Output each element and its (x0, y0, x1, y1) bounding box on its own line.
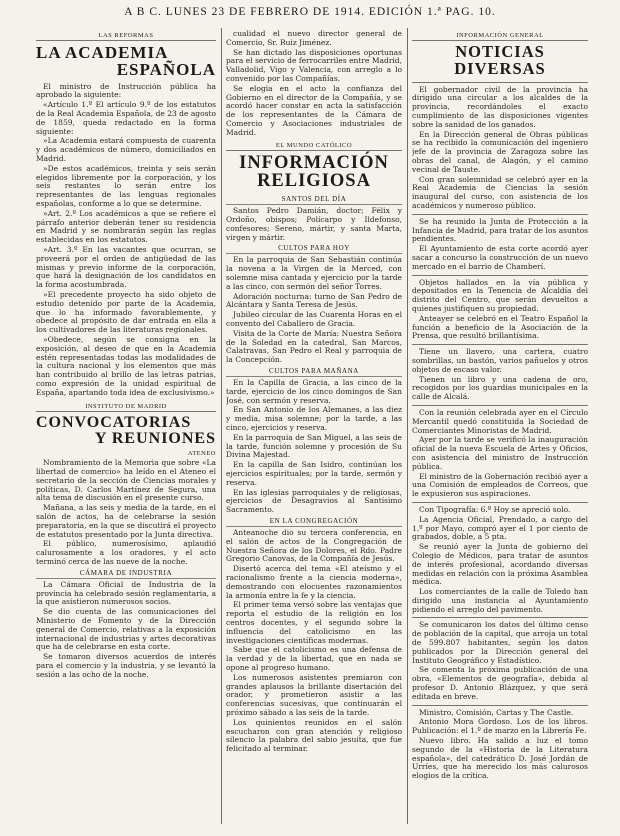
paragraph: Se comenta la próxima publicación de una obra, «Elementos de geografía», debida al profesor D. Antonio Blázquez, y que será editada en breve. (412, 665, 588, 701)
column-3 (412, 30, 588, 826)
divider (412, 502, 588, 503)
paragraph: Los quinientos reunidos en el salón escucharon con gran atención y religioso silencio la palabra del sabio jesuita, que fue felicitado al terminar. (226, 717, 402, 754)
subsection-label: CÁMARA DE INDUSTRIA (36, 569, 216, 579)
paragraph: Nuevo libro. Ha salido a luz el tomo segundo de la «Historia de la Literatura española», del catedrático D. José Jordán de Urríes, que ha merecido los más calurosos elogios de la crítica. (412, 736, 588, 781)
divider (412, 214, 588, 215)
paragraph: En la Dirección general de Obras públicas se ha recibido la comunicación del ingeniero jefe de la provincia de Zaragoza sobre las obras del canal, de Alagón, y el camino vecinal de Tauste. (412, 129, 588, 174)
paragraph: Se reunió ayer la Junta de gobierno del Colegio de Médicos, para tratar de asuntos de interés profesional, acordando diversas medidas en relación con la próxima Asamblea médica. (412, 542, 588, 587)
paragraph: Visita de la Corte de María: Nuestra Señora de la Soledad en la catedral, San Marcos, Calatravas, San Pedro el Real y parroquia de la Concepción. (226, 328, 402, 365)
section-kicker: LAS REFORMAS (36, 32, 216, 41)
subsection-label: CULTOS PARA HOY (226, 244, 402, 254)
paragraph: Se elogia en el acto la confianza del Gobierno en el director de la Compañía, y se acordó hacer constar en acta la satisfacción de los representantes de la Cámara de Comercio y Asociaciones industriales de Madrid. (226, 83, 402, 137)
subsection-label: CULTOS PARA MAÑANA (226, 367, 402, 377)
paragraph: Mañana, a las seis y media de la tarde, en el salón de actos, ha de celebrarse la sesión preparatoria, en la que se discutirá el proyecto de estatutos presentado por la Junta directiva. (36, 503, 216, 539)
section-kicker: INFORMACIÓN GENERAL (412, 32, 588, 41)
divider (412, 275, 588, 276)
subsection-label: ATENEO (187, 450, 216, 458)
paragraph: Los comerciantes de la calle de Toledo han dirigido una instancia al Ayuntamiento pidiendo el arreglo del pavimento. (412, 587, 588, 614)
divider (412, 405, 588, 406)
paragraph: »Art. 3.º En las vacantes que ocurran, se proveerá por el orden de antigüedad de las mismas y previo informe de la corporación, que hará la designación de los candidatos en la forma acostumbrada. (36, 245, 216, 290)
paragraph: Se tomaron diversos acuerdos de interés para el comercio y la industria, y se levantó la sesión a las ocho de la noche. (36, 652, 216, 679)
headline-line: ESPAÑOLA (116, 60, 216, 80)
paragraph: Antonio Mora Gordoso. Los de los libros. Publicación: el 1.º de marzo en la Librería Fe. (412, 717, 588, 736)
paragraph: El público, numerosísimo, aplaudió calurosamente a los oradores, y el acto terminó cerca de las nueve de la noche. (36, 539, 216, 566)
paragraph: »Art. 2.º Los académicos a que se refiere el párrafo anterior deberán tener su residencia en Madrid y se nombrarán según las reglas establecidas en los estatutos. (36, 208, 216, 245)
paragraph: Sabe que el catolicismo es una defensa de la verdad y de la libertad, que en nada se opone al progreso humano. (226, 645, 402, 672)
subsection-label: SANTOS DEL DÍA (226, 195, 402, 205)
paragraph: Ayer por la tarde se verificó la inauguración oficial de la nueva Escuela de Artes y Oficios, con asistencia del ministro de Instrucción pública. (412, 435, 588, 471)
paragraph: El Ayuntamiento de esta corte acordó ayer sacar a concurso la construcción de un nuevo mercado en el barrio de Chamberí. (412, 244, 588, 271)
paragraph: En la parroquia de San Sebastián continúa la novena a la Virgen de la Merced, con solemne misa cantada y ejercicio por la tarde a las cinco, con sermón del señor Torres. (226, 255, 402, 291)
paragraph: Santos Pedro Damián, doctor; Félix y Ordoño, obispos; Polícarpo y Ildefonso, confesores; Sereno, mártir, y santa Marta, virgen y mártir. (226, 206, 402, 242)
divider (412, 617, 588, 618)
paragraph: La Agencia Oficial, Prendado, a cargo del 1.º por Mayo, compró ayer el 1 por ciento de grabados, doble, a 5 pta. (412, 514, 588, 542)
paragraph: El gobernador civil de la provincia ha dirigido una circular a los alcaldes de la provincia, recordándoles el exacto cumplimiento de las disposiciones vigentes sobre la sanidad de los ganados. (412, 84, 588, 129)
paragraph: Tiene un llavero, una cartera, cuatro sombrillas, un bastón, varios pañuelos y otros objetos de escaso valor. (412, 347, 588, 374)
paragraph: En la parroquia de San Miguel, a las seis de la tarde, función solemne y procesión de Su Divina Majestad. (226, 432, 402, 460)
masthead: A B C. LUNES 23 DE FEBRERO DE 1914. EDICIÓN 1.ª PAG. 10. (124, 6, 496, 18)
paragraph: En San Antonio de los Alemanes, a las diez y media, misa solemne; por la tarde, a las cinco, ejercicios y reserva. (226, 405, 402, 433)
paragraph: Objetos hallados en la vía pública y depositados en la Tenencia de Alcaldía del distrito del Centro, que serán devueltos a quienes justifiquen su propiedad. (412, 277, 588, 313)
paragraph: Anteanoche dio su tercera conferencia, en el salón de actos de la Congregación de Nuestra Señora de los Dolores, el Rdo. Padre Gregorio Canovas, de la Compañía de Jesús. (226, 527, 402, 564)
headline-line: RELIGIOSA (257, 171, 371, 192)
headline-convocatorias (36, 415, 216, 448)
column-rule (407, 28, 408, 824)
paragraph: Disertó acerca del tema «El ateísmo y el racionalismo frente a la ciencia moderna», demostrando con elocuentes razonamientos la armonía entre la fe y la ciencia. (226, 564, 402, 600)
paragraph: »Obedece, según se consigna en la exposición, al deseo de que en la Academia estén representadas todas las modalidades de la cultura nacional y los elementos que más han contribuido al brillo de las letras patrias, como expresión de la unidad espiritual de España, apartando toda idea de exclusivismo.» (36, 334, 216, 397)
paragraph: El ministro de Instrucción pública ha aprobado la siguiente: (36, 81, 216, 100)
paragraph: Anteayer se celebró en el Teatro Español la función a beneficio de la Asociación de la Prensa, que resultó brillantísima. (412, 313, 588, 341)
section-kicker: INSTITUTO DE MADRID (36, 403, 216, 412)
article-body (36, 83, 216, 398)
paragraph: El ministro de la Gobernación recibió ayer a una Comisión de empleados de Correos, que le expusieron sus aspiraciones. (412, 471, 588, 499)
divider (412, 82, 588, 83)
column-1 (36, 30, 216, 826)
paragraph: Se ha reunido la Junta de Protección a la Infancia de Madrid, para tratar de los asuntos pendientes. (412, 216, 588, 244)
paragraph: »El precedente proyecto ha sido objeto de estudio detenido por parte de la Academia, que lo ha informado favorablemente, y obedece al propósito de dar entrada en ella a los cultivadores de las literaturas regionales. (36, 289, 216, 335)
paragraph: »De estos académicos, treinta y seis serán elegidos libremente por la corporación, y los seis restantes lo serán entre los representantes de las lenguas regionales españolas, conforme a lo que se determine. (36, 163, 216, 209)
paragraph: Con gran solemnidad se celebró ayer en la Real Academia de Ciencias la sesión inaugural del curso, con asistencia de los académicos y numeroso público. (412, 174, 588, 211)
divider (412, 344, 588, 345)
paragraph: Se comunicaron los datos del último censo de población de la capital, que arroja un total de 599.807 habitantes, según los datos publicados por la Dirección general del Instituto Geográfico y Estadístico. (412, 620, 588, 665)
paragraph: En las iglesias parroquiales y de religiosas, ejercicios de Desagravios al Santísimo Sacramento. (226, 487, 402, 515)
paragraph: Nombramiento de la Memoria que sobre «La libertad de comercio» ha leído en el Ateneo el secretario de la sección de Ciencias morales y políticas, D. Carlos Martínez de Segura, una alta tema de discusión en el presente curso. (36, 458, 216, 503)
paragraph: »La Academia estará compuesta de cuarenta y dos académicos de número, domiciliados en Madrid. (36, 136, 216, 164)
headline-line: Y REUNIONES (94, 429, 216, 447)
headline-line: INFORMACIÓN (239, 152, 389, 173)
paragraph: En la capilla de San Isidro, continúan los ejercicios espirituales; por la tarde, sermón y reserva. (226, 460, 402, 487)
paragraph: cualidad el nuevo director general de Comercio, Sr. Ruiz Jiménez. (226, 30, 402, 47)
paragraph: Se dio cuenta de las comunicaciones del Ministerio de Fomento y de la Dirección general de Comercio, relativas a la exposición internacional de industrias y artes decorativas que ha de celebrarse en esta corte. (36, 607, 216, 652)
section-kicker: EL MUNDO CATÓLICO (226, 142, 402, 151)
paragraph: Ministro, Comisión, Cartas y The Castle. (419, 707, 574, 717)
headline-line: LA ACADEMIA (36, 43, 169, 62)
paragraph: Con Tipografía: 6.º Hoy se apreció solo. (419, 504, 571, 514)
headline-line: CONVOCATORIAS (36, 413, 192, 431)
column-2 (226, 30, 402, 826)
paragraph: Tienen un libro y una cadena de oro, recogidos por los guardias municipales en la calle de Alcalá. (412, 374, 588, 402)
paragraph: «Artículo 1.º El artículo 9.º de los estatutos de la Real Academia Española, de 23 de agosto de 1859, queda redactado en la forma siguiente: (36, 100, 216, 136)
paragraph: Los numerosos asistentes premiaron con grandes aplausos la brillante disertación del orador, y prometieron asistir a las conferencias sucesivas, que continuarán el próximo sábado a las seis de la tarde. (226, 672, 402, 717)
paragraph: Con la reunión celebrada ayer en el Círculo Mercantil quedó constituida la Sociedad de Comerciantes Minoristas de Madrid. (412, 407, 588, 435)
headline-academia (36, 44, 216, 79)
paragraph: Se han dictado las disposiciones oportunas para el servicio de ferrocarriles entre Madrid, Valladolid, Vigo y Valencia, con arreglo a lo convenido por las Compañías. (226, 47, 402, 83)
headline-informacion-religiosa (226, 154, 402, 192)
paragraph: En la Capilla de Gracia, a las cinco de la tarde, ejercicio de los cinco domingos de San José, con sermón y reserva. (226, 378, 402, 405)
column-rule (221, 28, 222, 824)
headline-noticias-diversas: NOTICIAS DIVERSAS (454, 42, 546, 78)
paragraph: Jubileo circular de las Cuarenta Horas en el convento del Caballero de Gracia. (226, 310, 402, 329)
paragraph: La Cámara Oficial de Industria de la provincia ha celebrado sesión reglamentaria, a la que asistieron numerosos socios. (36, 579, 216, 607)
subsection-label: EN LA CONGREGACIÓN (226, 517, 402, 527)
paragraph: Adoración nocturna: turno de San Pedro de Alcántara y Santa Teresa de Jesús. (226, 291, 402, 310)
paragraph: El primer tema versó sobre las ventajas que reporta el estudio de la religión en los centros docentes, y el segundo sobre la influencia del catolicismo en las investigaciones científicas modernas. (226, 600, 402, 645)
divider (412, 705, 588, 706)
